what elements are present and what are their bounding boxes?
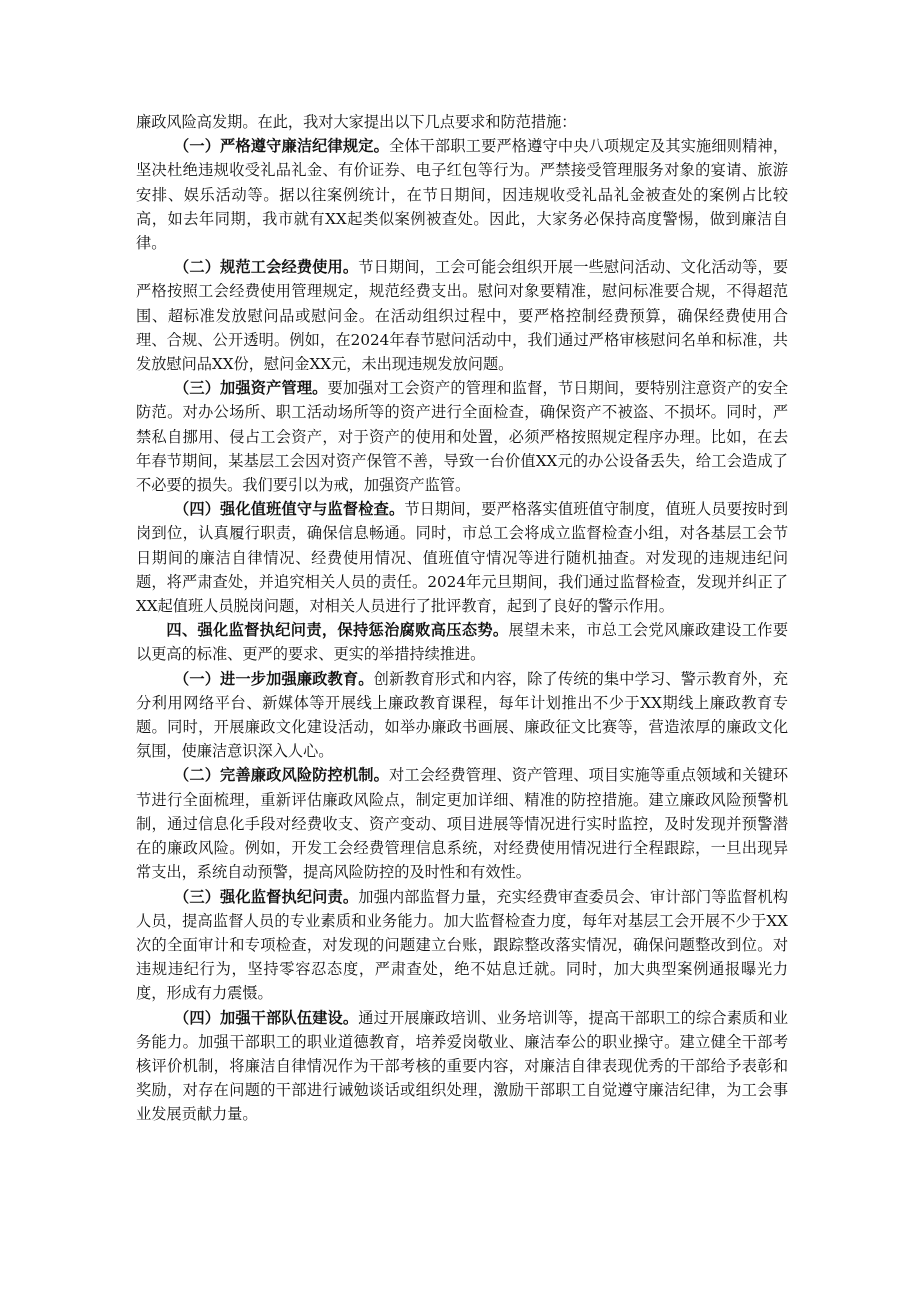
future-4-paragraph — [136, 1006, 788, 1127]
section-3-paragraph — [136, 376, 788, 497]
paragraph-body: 全体干部职工要严格遵守中央八项规定及其实施细则精神，坚决杜绝违规收受礼品礼金、有价证券、电子红包等行为。严禁接受管理服务对象的宴请、旅游安排、娱乐活动等。据以往案例统计，在节日期间，因违规收受礼品礼金被查处的案例占比较高，如去年同期，我市就有XX起类似案例被查处。因此，大家务必保持高度警惕，做到廉洁自律。 — [136, 137, 789, 253]
paragraph-body: 节日期间，工会可能会组织开展一些慰问活动、文化活动等，要严格按照工会经费使用管理规定，规范经费支出。慰问对象要精准，慰问标准要合规，不得超范围、超标准发放慰问品或慰问金。在活动组织过程中，要严格控制经费预算，确保经费使用合理、合规、公开透明。例如，在2024年春节慰问活动中，我们通过严格审核慰问名单和标准，共发放慰问品XX份，慰问金XX元，未出现违规发放问题。 — [136, 258, 789, 374]
section-heading: （二）规范工会经费使用。 — [174, 258, 359, 277]
paragraph-body: 通过开展廉政培训、业务培训等，提高干部职工的综合素质和业务能力。加强干部职工的职业道德教育，培养爱岗敬业、廉洁奉公的职业操守。建立健全干部考核评价机制，将廉洁自律情况作为干部考核的重要内容，对廉洁自律表现优秀的干部给予表彰和奖励，对存在问题的干部进行诫勉谈话或组织处理，激励干部职工自觉遵守廉洁纪律，为工会事业发展贡献力量。 — [136, 1008, 789, 1124]
section-heading: （三）强化监督执纪问责。 — [174, 887, 359, 906]
paragraph-body: 对工会经费管理、资产管理、项目实施等重点领域和关键环节进行全面梳理，重新评估廉政风险点，制定更加详细、精准的防控措施。建立廉政风险预警机制，通过信息化手段对经费收支、资产变动、项目进展等情况进行实时监控，及时发现并预警潜在的廉政风险。例如，开发工会经费管理信息系统，对经费使用情况进行全程跟踪，一旦出现异常支出，系统自动预警，提高风险防控的及时性和有效性。 — [136, 766, 789, 882]
section-heading: （三）加强资产管理。 — [174, 379, 328, 398]
paragraph-body: 节日期间，要严格落实值班值守制度，值班人员要按时到岗到位，认真履行职责，确保信息畅通。同时，市总工会将成立监督检查小组，对各基层工会节日期间的廉洁自律情况、经费使用情况、值班值守情况等进行随机抽查。对发现的违规违纪问题，将严肃查处，并追究相关人员的责任。2024年元旦期间，我们通过监督检查，发现并纠正了XX起值班人员脱岗问题，对相关人员进行了批评教育，起到了良好的警示作用。 — [136, 500, 789, 616]
future-3-paragraph — [136, 885, 788, 1006]
chapter-4-paragraph — [136, 618, 788, 666]
document-page — [136, 110, 788, 1127]
section-heading: （一）严格遵守廉洁纪律规定。 — [174, 137, 389, 156]
intro-paragraph — [136, 110, 788, 134]
section-heading: （一）进一步加强廉政教育。 — [174, 669, 374, 688]
paragraph-body: 创新教育形式和内容，除了传统的集中学习、警示教育外，充分利用网络平台、新媒体等开展线上廉政教育课程，每年计划推出不少于XX期线上廉政教育专题。同时，开展廉政文化建设活动，如举办廉政书画展、廉政征文比赛等，营造浓厚的廉政文化氛围，使廉洁意识深入人心。 — [136, 669, 789, 761]
chapter-heading: 四、强化监督执纪问责，保持惩治腐败高压态势。 — [166, 621, 509, 640]
paragraph-body: 廉政风险高发期。在此，我对大家提出以下几点要求和防范措施： — [136, 113, 577, 131]
section-2-paragraph — [136, 255, 788, 376]
section-heading: （四）强化值班值守与监督检查。 — [174, 500, 405, 519]
paragraph-body: 要加强对工会资产的管理和监督，节日期间，要特别注意资产的安全防范。对办公场所、职工活动场所等的资产进行全面检查，确保资产不被盗、不损坏。同时，严禁私自挪用、侵占工会资产，对于资产的使用和处置，必须严格按照规定程序办理。比如，在去年春节期间，某基层工会因对资产保管不善，导致一台价值XX元的办公设备丢失，给工会造成了不必要的损失。我们要引以为戒，加强资产监管。 — [136, 379, 789, 495]
future-2-paragraph — [136, 763, 788, 884]
section-heading: （四）加强干部队伍建设。 — [174, 1008, 359, 1027]
future-1-paragraph — [136, 667, 788, 764]
paragraph-body: 展望未来，市总工会党风廉政建设工作要以更高的标准、更严的要求、更实的举措持续推进。 — [136, 621, 789, 664]
section-1-paragraph — [136, 134, 788, 255]
paragraph-body: 加强内部监督力量，充实经费审查委员会、审计部门等监督机构人员，提高监督人员的专业素质和业务能力。加大监督检查力度，每年对基层工会开展不少于XX次的全面审计和专项检查，对发现的问题建立台账，跟踪整改落实情况，确保问题整改到位。对违规违纪行为，坚持零容忍态度，严肃查处，绝不姑息迁就。同时，加大典型案例通报曝光力度，形成有力震慑。 — [136, 887, 789, 1003]
section-heading: （二）完善廉政风险防控机制。 — [174, 766, 389, 785]
section-4-paragraph — [136, 497, 788, 618]
